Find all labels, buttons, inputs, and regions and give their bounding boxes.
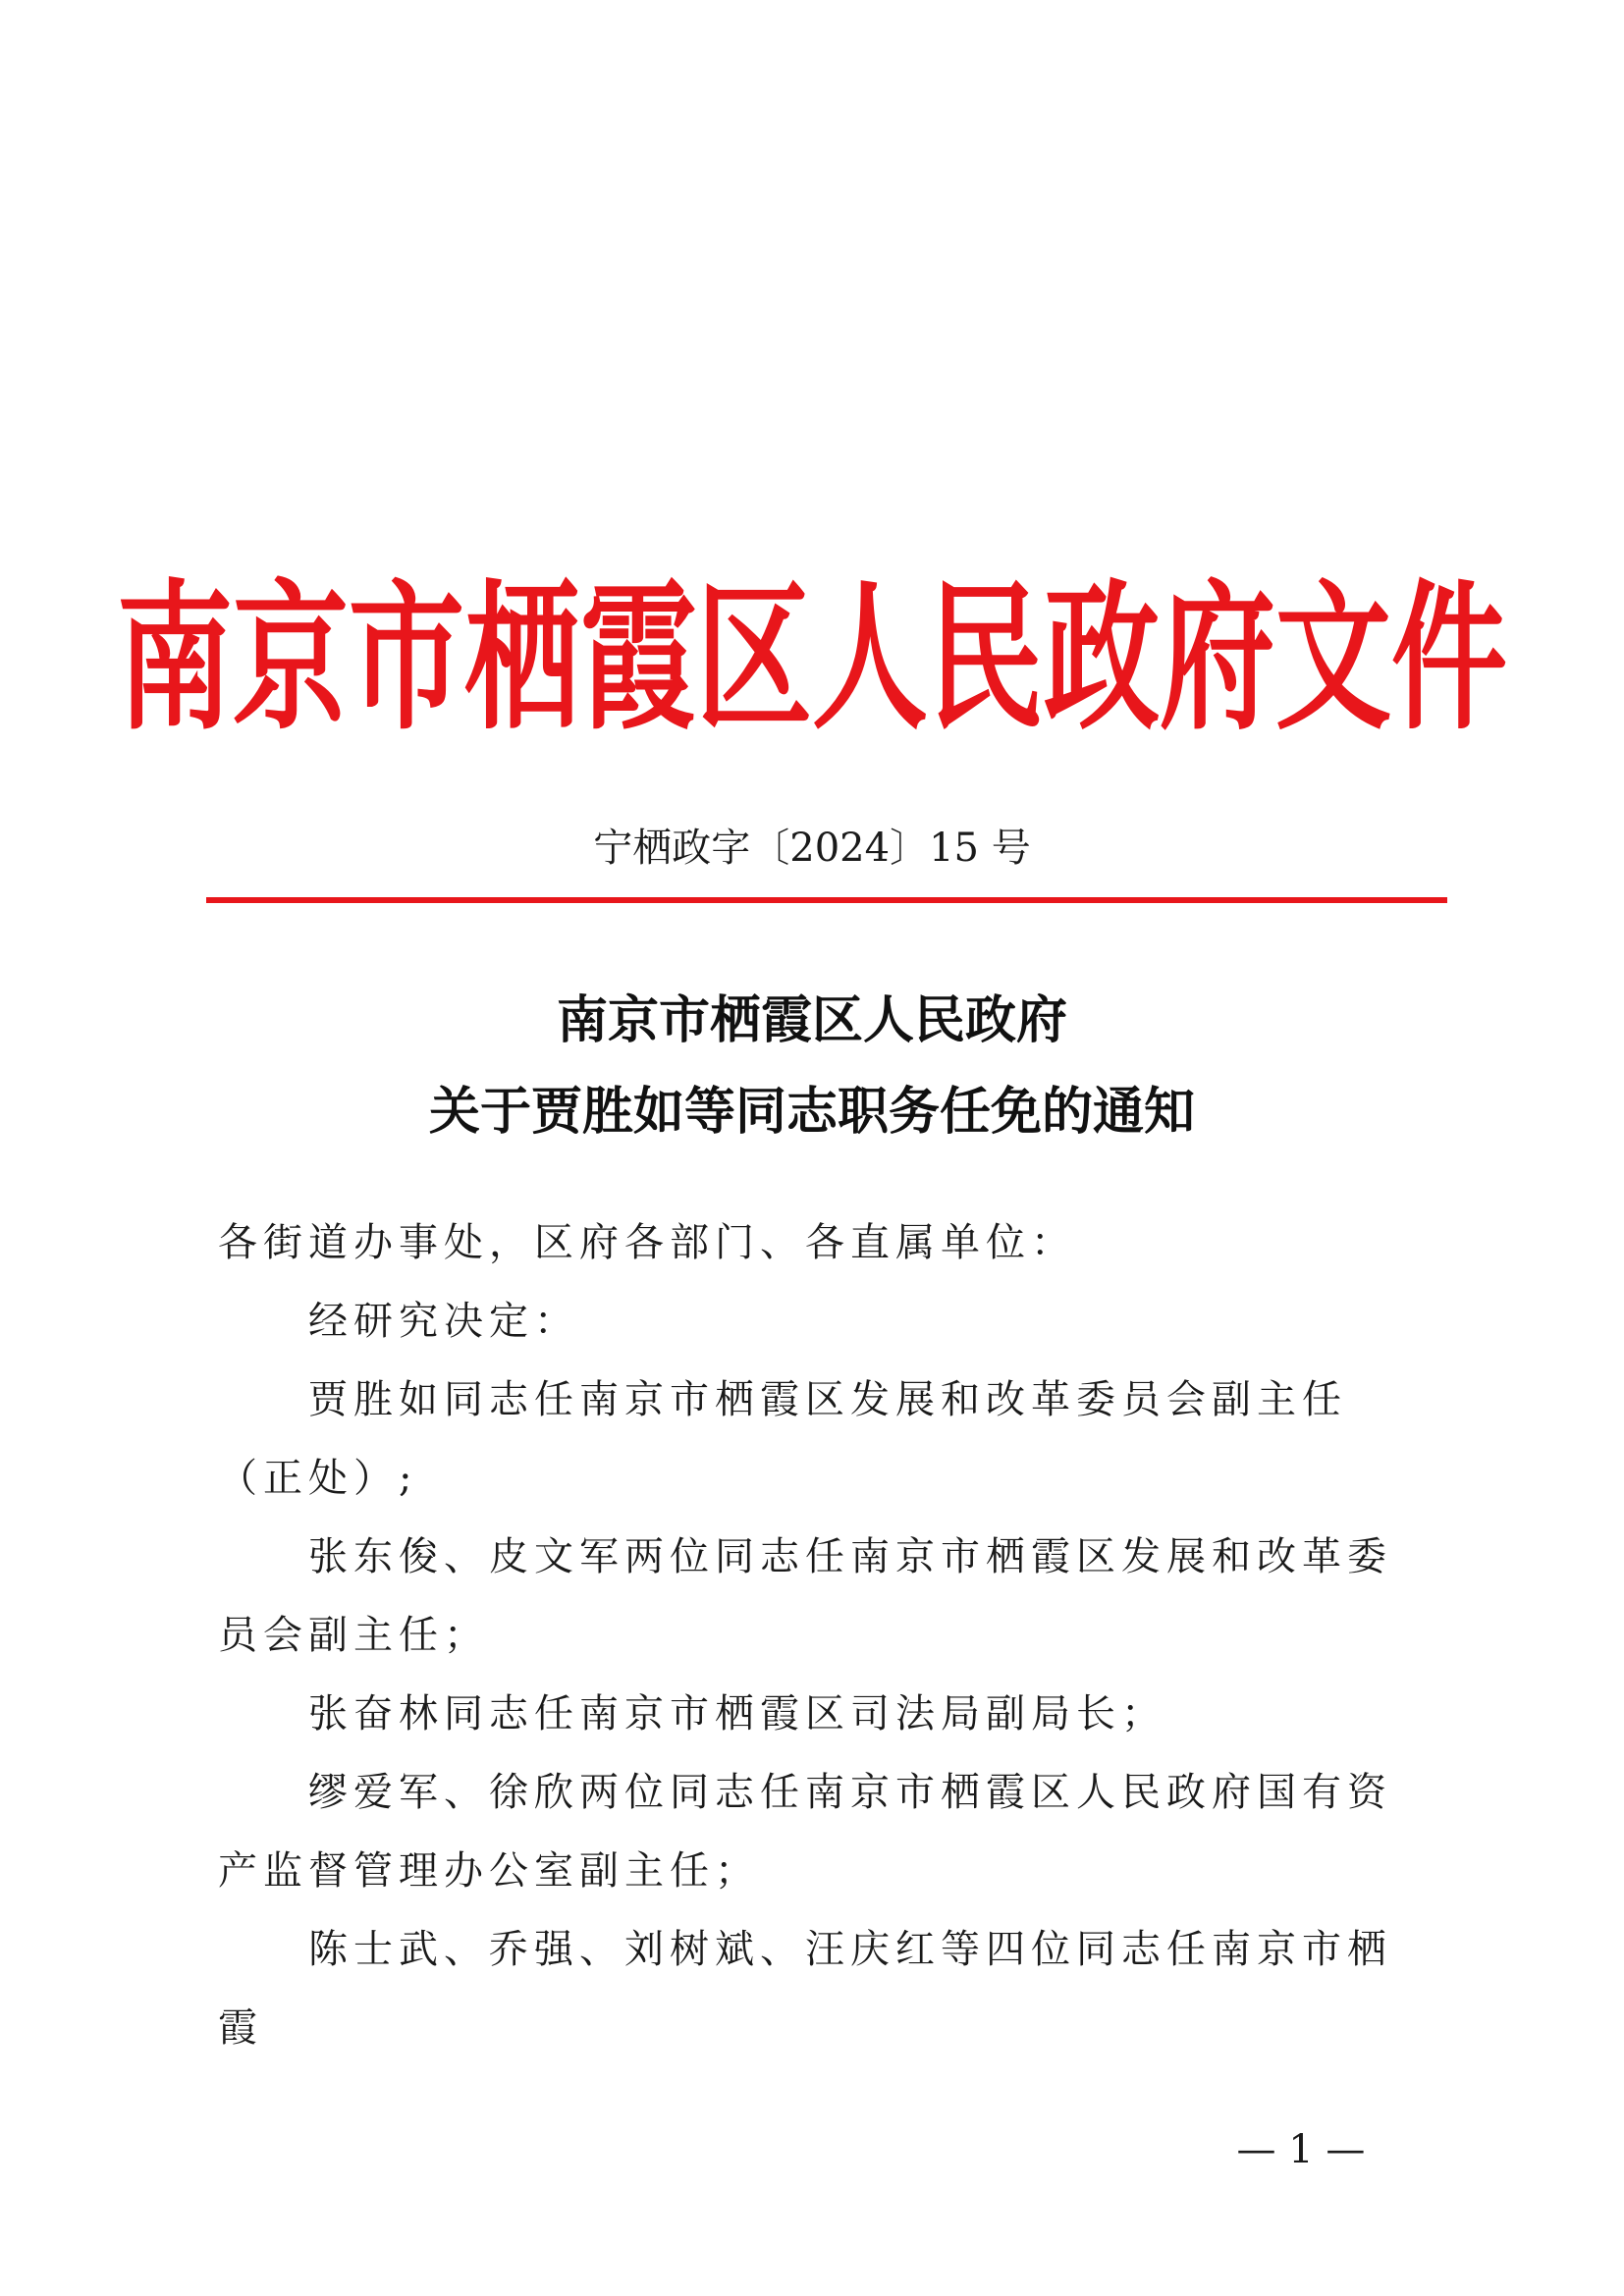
body-paragraph: 经研究决定： — [308, 1299, 579, 1344]
body-paragraph: 张东俊、皮文军两位同志任南京市栖霞区发展和改革委员会副主任； — [218, 1534, 1392, 1658]
masthead-title: 南京市栖霞区人民政府文件 — [116, 564, 1507, 752]
notice-title-line-2: 关于贾胜如等同志职务任免的通知 — [428, 1082, 1195, 1142]
page-number: — 1 — — [1236, 2127, 1366, 2172]
red-separator-rule — [206, 897, 1447, 903]
body-paragraph: 缪爱军、徐欣两位同志任南京市栖霞区人民政府国有资产监督管理办公室副主任； — [218, 1770, 1392, 1894]
recipients-line: 各街道办事处，区府各部门、各直属单位： — [218, 1220, 1076, 1265]
notice-title-line-1: 南京市栖霞区人民政府 — [556, 990, 1067, 1050]
body-paragraph: 张奋林同志任南京市栖霞区司法局副局长； — [308, 1691, 1166, 1736]
body-paragraph: 陈士武、乔强、刘树斌、汪庆红等四位同志任南京市栖霞 — [218, 1927, 1392, 2051]
notice-body — [218, 1203, 1412, 2067]
body-paragraph: 贾胜如同志任南京市栖霞区发展和改革委员会副主任（正处）; — [218, 1377, 1347, 1501]
document-number: 宁栖政字〔2024〕15 号 — [593, 826, 1031, 871]
